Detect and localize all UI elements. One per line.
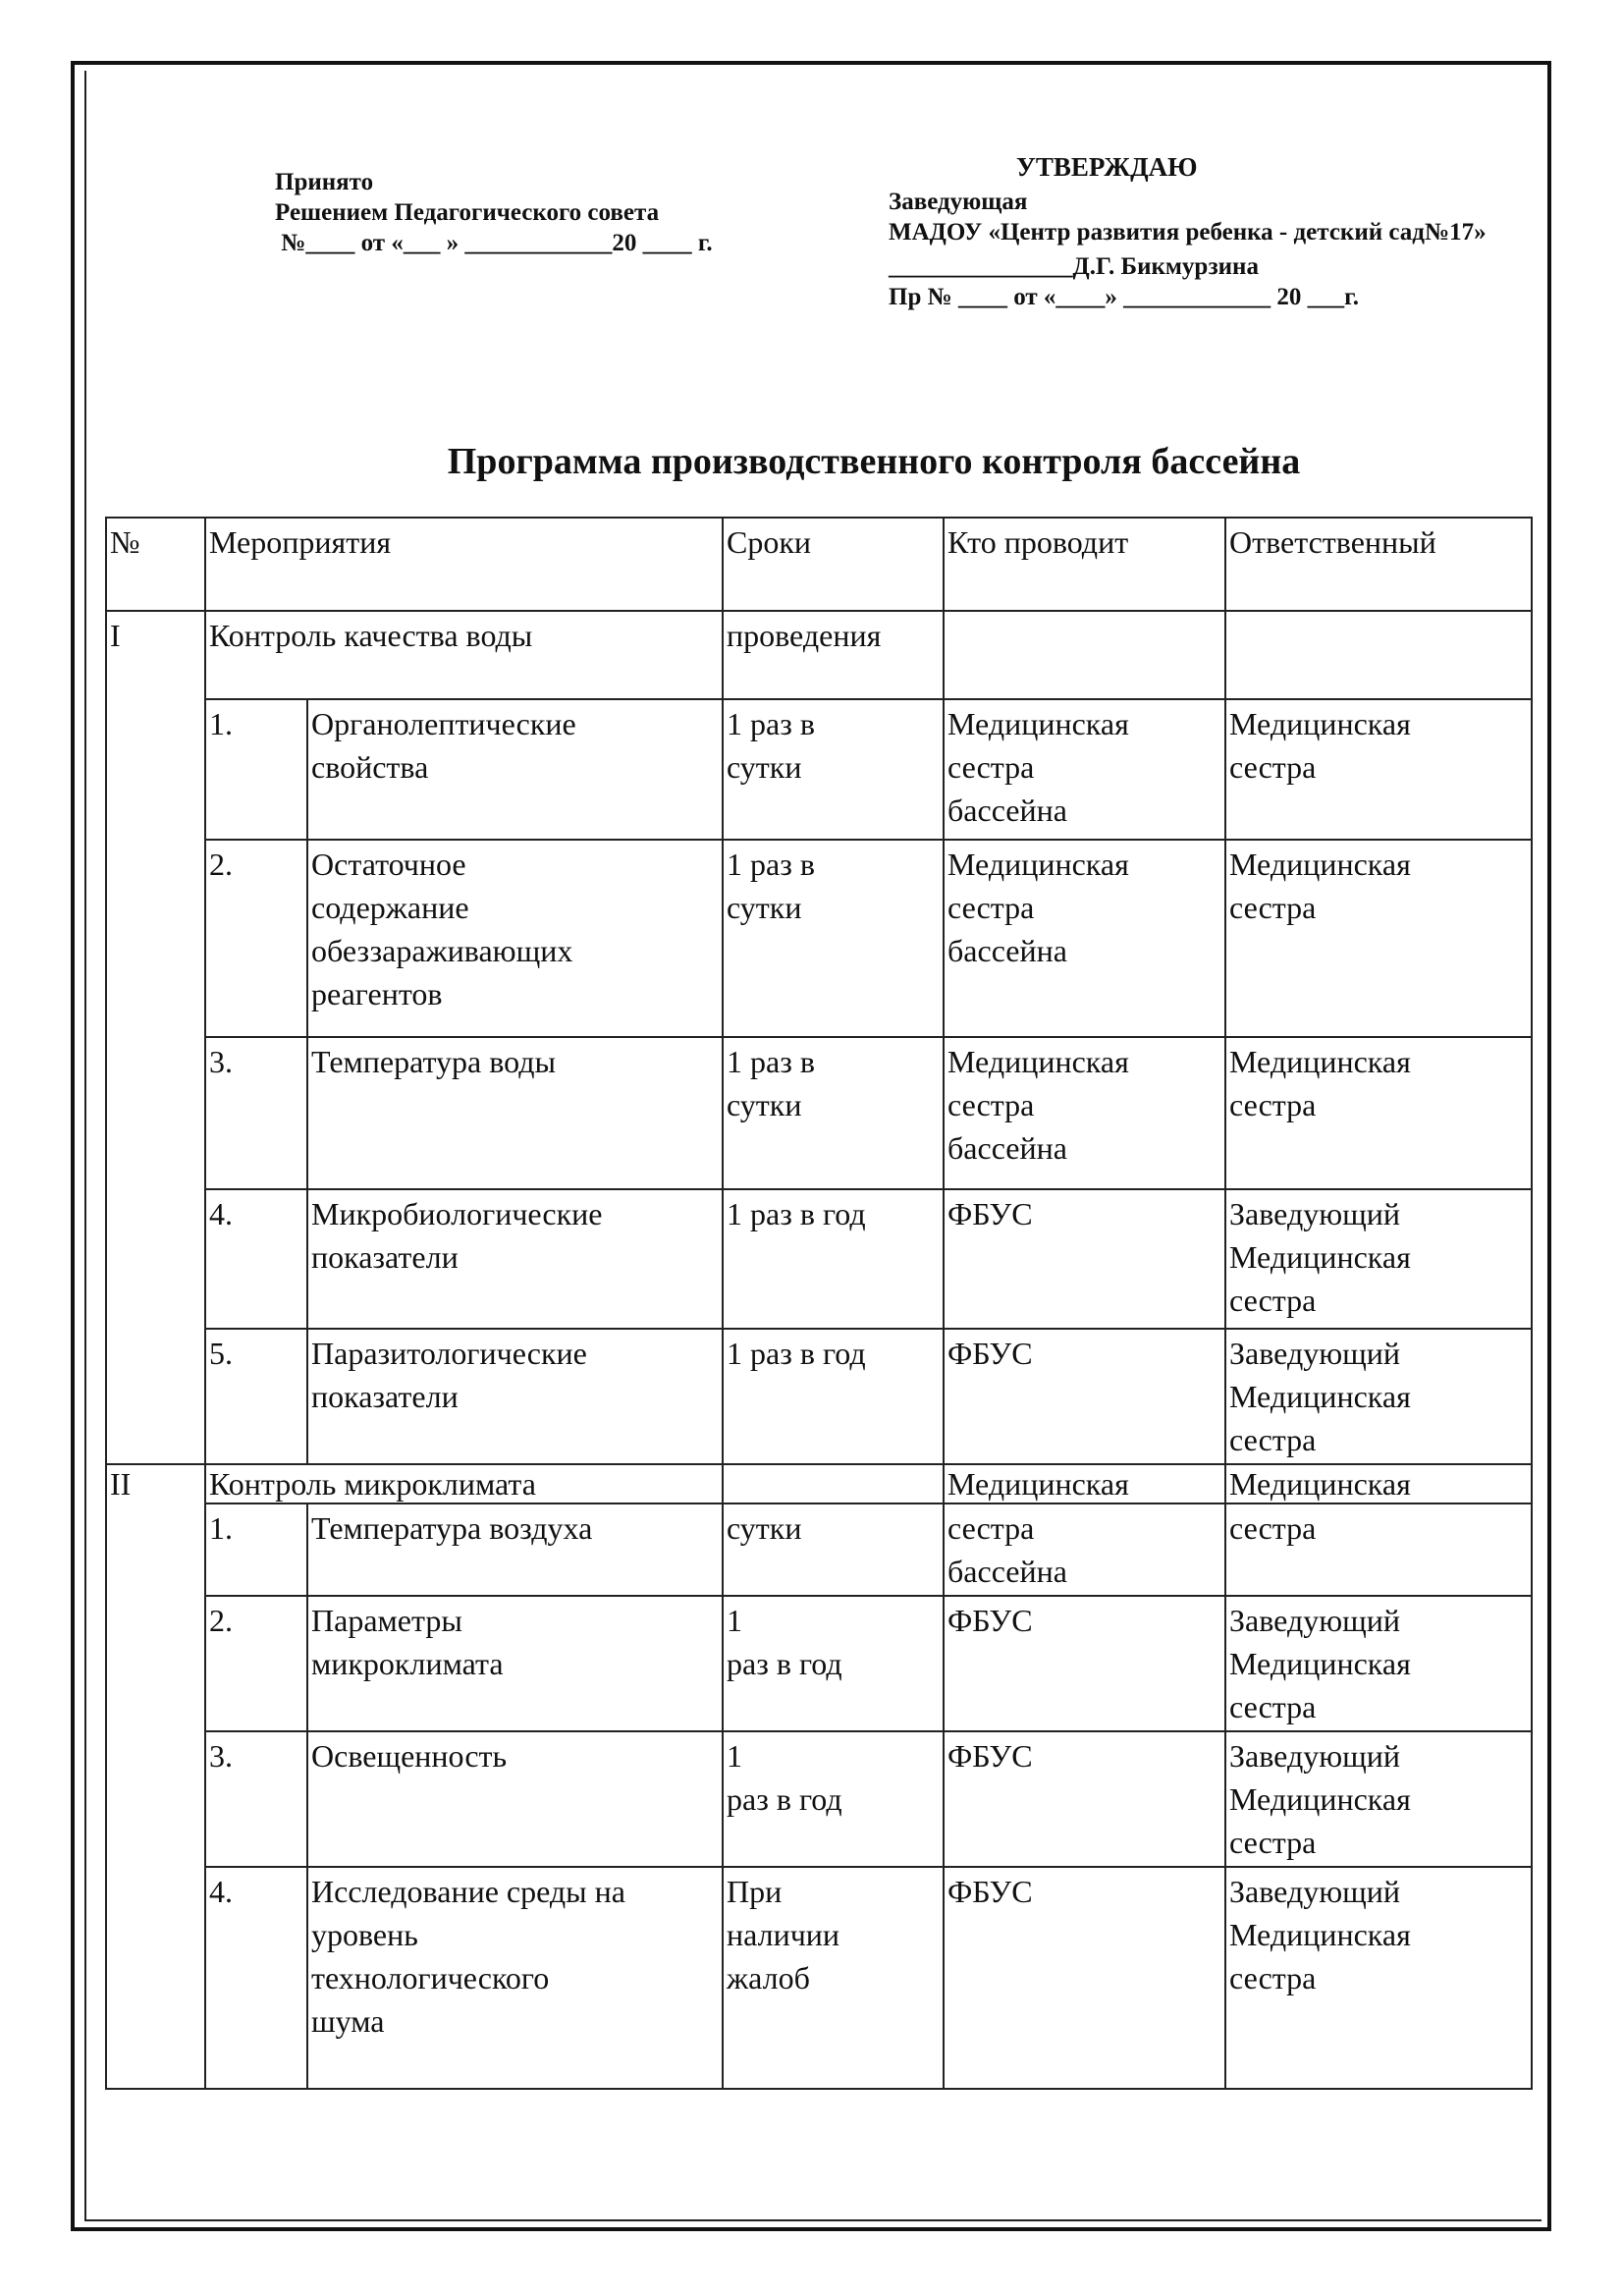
section-row xyxy=(106,1464,1532,1503)
item-responsible: Медицинская сестра xyxy=(1225,699,1532,840)
section-terms: проведения xyxy=(723,611,944,699)
item-performer: Медицинская сестра бассейна xyxy=(944,699,1225,840)
item-measure: Освещенность xyxy=(307,1731,723,1867)
table-row xyxy=(106,1596,1532,1731)
approval-line: Пр № ____ от «____» ____________ 20 ___г. xyxy=(889,284,1359,310)
item-performer: ФБУС xyxy=(944,1189,1225,1329)
item-terms: 1 раз в год xyxy=(723,1596,944,1731)
table-row xyxy=(106,1329,1532,1464)
item-responsible: Заведующий Медицинская сестра xyxy=(1225,1329,1532,1464)
item-number: 2. xyxy=(205,840,307,1037)
header-cell: Мероприятия xyxy=(205,518,723,611)
approval-line: _______________Д.Г. Бикмурзина xyxy=(889,253,1259,280)
item-responsible: Заведующий Медицинская сестра xyxy=(1225,1731,1532,1867)
item-responsible: Медицинская сестра xyxy=(1225,1037,1532,1189)
section-responsible: Медицинская xyxy=(1225,1464,1532,1503)
item-measure: Температура воздуха xyxy=(307,1503,723,1596)
accepted-block xyxy=(275,167,713,258)
item-measure: Паразитологические показатели xyxy=(307,1329,723,1464)
table-row xyxy=(106,1503,1532,1596)
item-performer: Медицинская сестра бассейна xyxy=(944,1037,1225,1189)
table-row xyxy=(106,1867,1532,2089)
table-row xyxy=(106,840,1532,1037)
item-measure: Исследование среды на уровень технологического шума xyxy=(307,1867,723,2089)
accepted-line: №____ от «___ » ____________20 ____ г. xyxy=(275,230,713,256)
item-measure: Температура воды xyxy=(307,1037,723,1189)
item-terms: При наличии жалоб xyxy=(723,1867,944,2089)
document-title: Программа производственного контроля бассейна xyxy=(447,441,1301,482)
item-number: 5. xyxy=(205,1329,307,1464)
item-responsible: Медицинская сестра xyxy=(1225,840,1532,1037)
item-number: 2. xyxy=(205,1596,307,1731)
item-responsible: Заведующий Медицинская сестра xyxy=(1225,1189,1532,1329)
item-terms: 1 раз в год xyxy=(723,1731,944,1867)
item-measure: Микробиологические показатели xyxy=(307,1189,723,1329)
table-row xyxy=(106,1189,1532,1329)
item-terms: сутки xyxy=(723,1503,944,1596)
item-performer: сестра бассейна xyxy=(944,1503,1225,1596)
approval-line: МАДОУ «Центр развития ребенка - детский сад№17» xyxy=(889,219,1487,246)
section-title: Контроль качества воды xyxy=(205,611,723,699)
item-performer: ФБУС xyxy=(944,1329,1225,1464)
section-number: I xyxy=(106,611,205,1464)
item-performer: ФБУС xyxy=(944,1596,1225,1731)
item-terms: 1 раз в год xyxy=(723,1189,944,1329)
accepted-line: Принято xyxy=(275,169,374,195)
item-terms: 1 раз в год xyxy=(723,1329,944,1464)
header-cell: Ответственный xyxy=(1225,518,1532,611)
header-cell: Кто проводит xyxy=(944,518,1225,611)
section-performer xyxy=(944,611,1225,699)
item-responsible: сестра xyxy=(1225,1503,1532,1596)
item-terms: 1 раз в сутки xyxy=(723,699,944,840)
item-measure: Органолептические свойства xyxy=(307,699,723,840)
item-responsible: Заведующий Медицинская сестра xyxy=(1225,1596,1532,1731)
section-row xyxy=(106,611,1532,699)
section-terms xyxy=(723,1464,944,1503)
item-measure: Параметры микроклимата xyxy=(307,1596,723,1731)
section-title: Контроль микроклимата xyxy=(205,1464,723,1503)
item-responsible: Заведующий Медицинская сестра xyxy=(1225,1867,1532,2089)
approval-line: Заведующая xyxy=(889,189,1028,215)
table-row xyxy=(106,699,1532,840)
header-cell: Сроки xyxy=(723,518,944,611)
item-number: 3. xyxy=(205,1037,307,1189)
item-number: 4. xyxy=(205,1867,307,2089)
item-measure: Остаточное содержание обеззараживающих реагентов xyxy=(307,840,723,1037)
approval-block xyxy=(889,152,1527,312)
item-number: 4. xyxy=(205,1189,307,1329)
control-program-table xyxy=(105,517,1533,2090)
section-number: II xyxy=(106,1464,205,2089)
item-number: 1. xyxy=(205,1503,307,1596)
item-terms: 1 раз в сутки xyxy=(723,840,944,1037)
table-row xyxy=(106,1037,1532,1189)
item-number: 1. xyxy=(205,699,307,840)
table-row xyxy=(106,1731,1532,1867)
item-performer: ФБУС xyxy=(944,1731,1225,1867)
approval-heading: УТВЕРЖДАЮ xyxy=(1016,152,1198,182)
table-header-row xyxy=(106,518,1532,611)
accepted-line: Решением Педагогического совета xyxy=(275,199,660,226)
item-terms: 1 раз в сутки xyxy=(723,1037,944,1189)
section-performer: Медицинская xyxy=(944,1464,1225,1503)
item-number: 3. xyxy=(205,1731,307,1867)
item-performer: Медицинская сестра бассейна xyxy=(944,840,1225,1037)
section-responsible xyxy=(1225,611,1532,699)
item-performer: ФБУС xyxy=(944,1867,1225,2089)
header-cell: № xyxy=(106,518,205,611)
